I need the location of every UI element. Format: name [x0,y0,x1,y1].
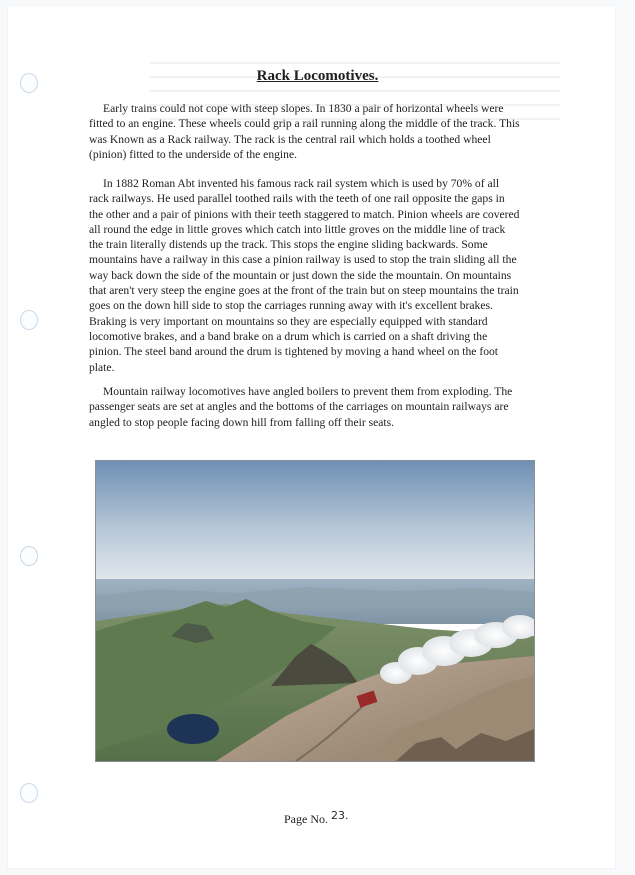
binder-hole-icon [20,310,38,330]
binder-hole-icon [20,783,38,803]
page-number [284,809,349,827]
binder-hole-icon [20,546,38,566]
distant-coast [96,587,534,611]
paragraph-text: Early trains could not cope with steep slopes. In 1830 a pair of horizontal wheels were fitted to an engine. These wheels could grip a rail running along the middle of the track. This was Known as a Rack railway. The rack is the central rail which holds a toothed wheel (pinion) fitted to the underside of the engine. [89,102,520,161]
page-title: Rack Locomotives. [256,68,379,84]
paragraph-angled-boilers [89,384,521,430]
paragraph-text: In 1882 Roman Abt invented his famous rack rail system which is used by 70% of all rack railways. He used parallel toothed rails with the teeth of one rail opposite the gaps in the other and a pair of pinions with their teeth staggered to match. Pinion wheels are covered all round the edge in little groves which catch into little groves on the middle line of track the train literally distends up the track. This stops the engine sliding backwards. Some mountains have a railway in this case a pinion railway is used to stop the train sliding all the way back down the side of the mountain or just down the side the mountain. On mountains that aren't very steep the engine goes at the front of the train but on steep mountains the train goes on the down hill side to stop the carriages running away with it's excellent brakes. Braking is very important on mountains so they are especially equipped with standard locomotive brakes, and a band brake on a drum which is carried on a shaft driving the pinion. The steel band around the drum is tightened by moving a hand wheel on the foot plate. [89,177,520,374]
sky [96,461,534,586]
paragraph-text: Mountain railway locomotives have angled boilers to prevent them from exploding. The passenger seats are set at angles and the bottoms of the carriages on mountain railways are angled to stop people facing down hill from falling off their seats. [89,385,513,429]
paragraph-abt-system [89,176,521,375]
mountain-railway-photo [95,460,535,762]
lake [167,714,219,744]
page-number-label: Page No. [284,812,328,826]
page-number-value: 23. [331,809,349,822]
paragraph-rack-railway [89,101,521,162]
